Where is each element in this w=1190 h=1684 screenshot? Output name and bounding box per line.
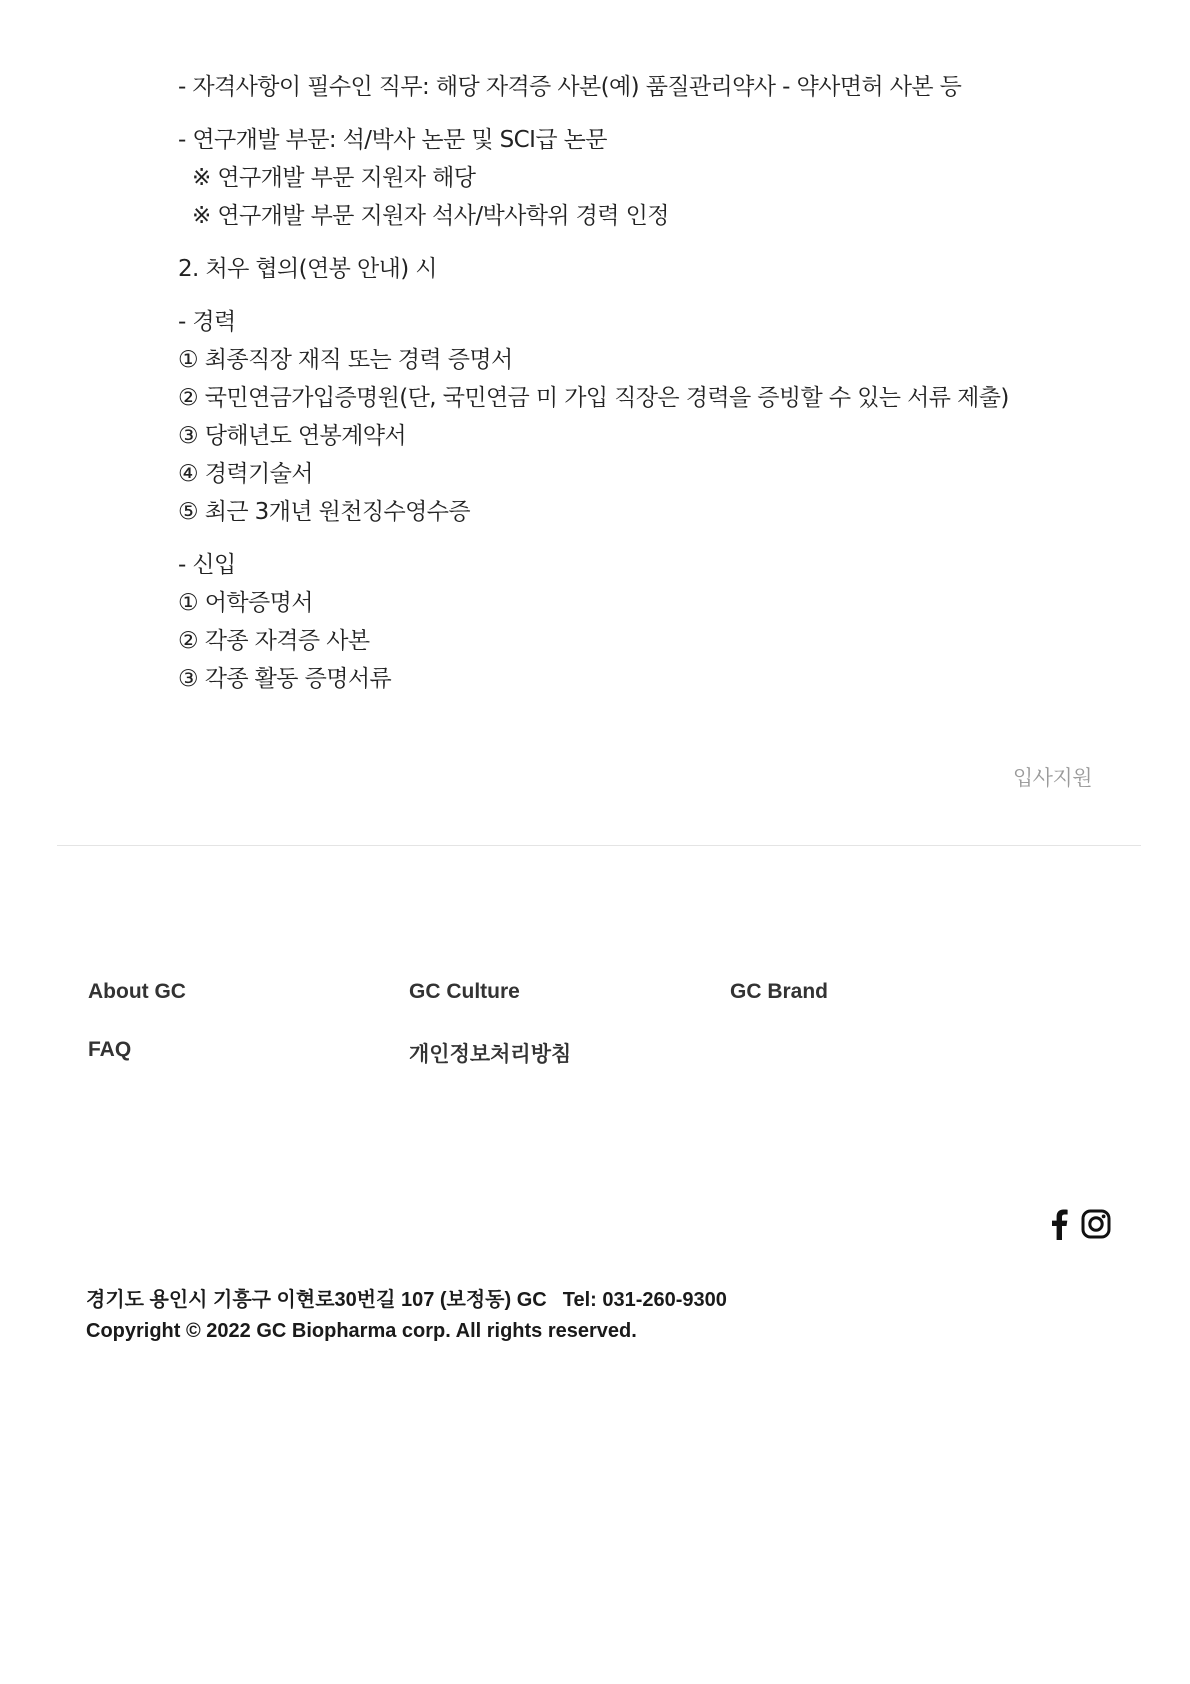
apply-button[interactable]: 입사지원 (1012, 766, 1092, 790)
rnd-note: ※ 연구개발 부문 지원자 해당 (192, 165, 476, 191)
newcomer-doc-item: ① 어학증명서 (178, 590, 313, 616)
instagram-icon[interactable] (1080, 1208, 1112, 1244)
experienced-doc-item: ⑤ 최근 3개년 원천징수영수증 (178, 499, 470, 525)
newcomer-doc-item: ③ 각종 활동 증명서류 (178, 666, 392, 692)
footer-link-faq[interactable]: FAQ (88, 1038, 132, 1061)
experienced-doc-item: ④ 경력기술서 (178, 461, 313, 487)
company-address (86, 1283, 727, 1312)
footer-link-privacy[interactable]: 개인정보처리방침 (409, 1043, 572, 1066)
footer-link-brand[interactable]: GC Brand (730, 980, 829, 1003)
social-links (1050, 1208, 1112, 1244)
experienced-doc-item: ② 국민연금가입증명원(단, 국민연금 미 가입 직장은 경력을 증빙할 수 있는 서류 제출) (178, 385, 1009, 411)
footer-link-culture[interactable]: GC Culture (409, 980, 520, 1003)
footer-divider (57, 845, 1141, 846)
experienced-doc-item: ③ 당해년도 연봉계약서 (178, 423, 407, 449)
footer-link-about[interactable]: About GC (88, 980, 186, 1003)
newcomer-label: - 신입 (178, 552, 236, 578)
negotiation-heading: 2. 처우 협의(연봉 안내) 시 (178, 256, 437, 282)
phone-number: Tel: 031-260-9300 (562, 1289, 727, 1311)
copyright-text: Copyright © 2022 GC Biopharma corp. All rights reserved. (86, 1320, 637, 1342)
experienced-doc-item: ① 최종직장 재직 또는 경력 증명서 (178, 347, 513, 373)
requirements-section (178, 68, 1018, 698)
newcomer-doc-item: ② 각종 자격증 사본 (178, 628, 370, 654)
experienced-label: - 경력 (178, 309, 236, 335)
address-text: 경기도 용인시 기흥구 이현로30번길 107 (보정동) GC (86, 1289, 547, 1311)
rnd-requirement: - 연구개발 부문: 석/박사 논문 및 SCI급 논문 (178, 127, 607, 153)
license-requirement: - 자격사항이 필수인 직무: 해당 자격증 사본(예) 품질관리약사 - 약사면허 사본 등 (178, 74, 962, 100)
rnd-note: ※ 연구개발 부문 지원자 석사/박사학위 경력 인정 (192, 203, 669, 229)
facebook-icon[interactable] (1050, 1208, 1068, 1244)
